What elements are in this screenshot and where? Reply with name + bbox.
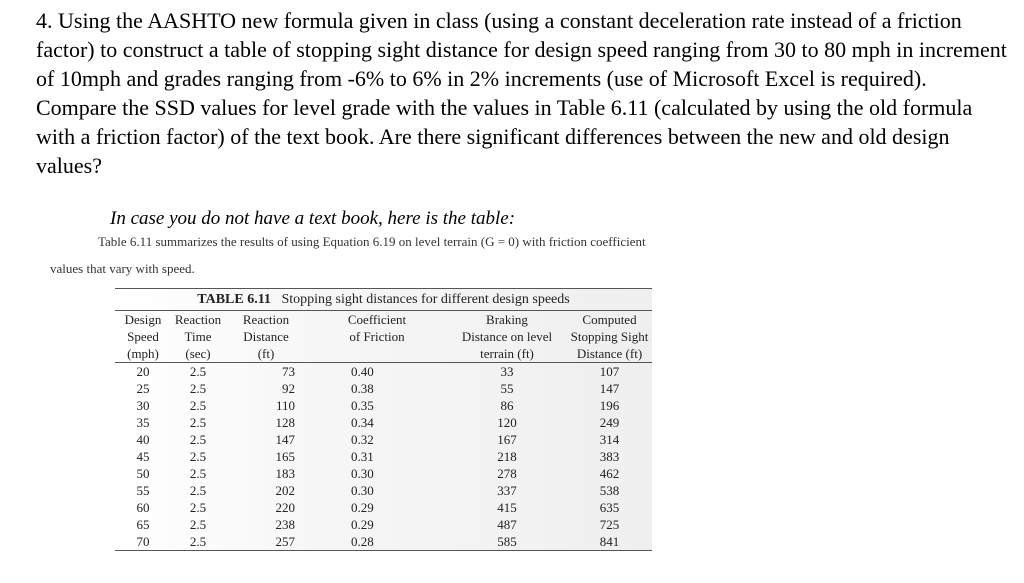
cell-design-speed: 50 xyxy=(136,466,150,481)
cell-friction-coefficient: 0.30 xyxy=(351,483,374,498)
cell-braking-distance: 487 xyxy=(497,517,517,532)
cell-friction-coefficient: 0.30 xyxy=(351,466,374,481)
header-line: Reaction xyxy=(174,312,222,327)
cell-stopping-sight-distance: 147 xyxy=(599,381,620,396)
cell-stopping-sight-distance: 841 xyxy=(567,533,652,551)
cell-stopping-sight-distance: 635 xyxy=(599,500,620,515)
header-line: Distance on level xyxy=(461,329,553,344)
header-line: Distance xyxy=(243,329,289,344)
ssd-table-figure xyxy=(115,288,652,551)
cell-friction-coefficient: 0.31 xyxy=(351,449,374,464)
table-row xyxy=(115,533,652,551)
cell-design-speed: 60 xyxy=(136,500,150,515)
cell-braking-distance: 167 xyxy=(497,432,517,447)
cell-stopping-sight-distance: 107 xyxy=(599,364,620,379)
header-line: Speed xyxy=(127,329,159,344)
header-design-speed xyxy=(115,311,171,363)
table-row xyxy=(115,465,652,482)
header-line: Stopping Sight xyxy=(570,329,649,344)
cell-braking-distance: 218 xyxy=(497,449,517,464)
intro-text: In case you do not have a text book, here is the table: xyxy=(110,208,516,229)
table-row xyxy=(115,431,652,448)
header-line: (ft) xyxy=(257,346,275,361)
cell-stopping-sight-distance: 538 xyxy=(599,483,620,498)
cell-design-speed: 35 xyxy=(136,415,150,430)
cell-stopping-sight-distance: 314 xyxy=(599,432,620,447)
cell-design-speed: 45 xyxy=(136,449,150,464)
table-row xyxy=(115,516,652,533)
header-line: Distance (ft) xyxy=(576,346,643,361)
cell-reaction-time: 2.5 xyxy=(189,381,207,396)
cell-reaction-time: 2.5 xyxy=(189,517,207,532)
ssd-table xyxy=(115,311,652,551)
cell-design-speed: 40 xyxy=(136,432,150,447)
cell-reaction-distance: 165 xyxy=(275,449,295,464)
cell-design-speed: 20 xyxy=(136,364,150,379)
cell-stopping-sight-distance: 196 xyxy=(599,398,620,413)
cell-reaction-distance: 202 xyxy=(275,483,295,498)
cell-friction-coefficient: 0.40 xyxy=(351,364,374,379)
cell-braking-distance: 120 xyxy=(497,415,517,430)
cell-friction-coefficient: 0.35 xyxy=(351,398,374,413)
table-row xyxy=(115,414,652,431)
cell-braking-distance: 337 xyxy=(497,483,517,498)
cell-friction-coefficient: 0.28 xyxy=(307,533,447,551)
table-body xyxy=(115,363,652,551)
header-line: terrain (ft) xyxy=(480,346,534,361)
table-row xyxy=(115,397,652,414)
cell-braking-distance: 278 xyxy=(497,466,517,481)
header-line: Computed xyxy=(582,312,637,327)
cell-reaction-time: 2.5 xyxy=(189,398,207,413)
table-caption xyxy=(115,289,652,308)
table-summary-line-2: values that vary with speed. xyxy=(50,261,195,276)
cell-reaction-time: 2.5 xyxy=(189,432,207,447)
cell-friction-coefficient: 0.38 xyxy=(351,381,374,396)
cell-reaction-time: 2.5 xyxy=(189,449,207,464)
question-text: 4. Using the AASHTO new formula given in class (using a constant deceleration rate instead of a friction factor) to construct a table of stopping sight distance for design speed ranging from 30 to 80 mph in increment of 10mph and grades ranging from -6% to 6% in 2% increments (use of Microsoft Excel is required). Compare the SSD values for level grade with the values in Table 6.11 (calculated by using the old formula with a friction factor) of the text book. Are there significant differences between the new and old design values? xyxy=(36,8,1007,178)
table-row xyxy=(115,499,652,516)
table-row xyxy=(115,482,652,499)
header-braking-distance xyxy=(447,311,567,363)
cell-reaction-distance: 92 xyxy=(282,381,295,396)
table-header-row xyxy=(115,311,652,363)
header-stopping-sight-distance xyxy=(567,311,652,363)
cell-design-speed: 65 xyxy=(136,517,150,532)
header-line: Coefficient xyxy=(347,312,407,327)
cell-reaction-time: 2.5 xyxy=(189,483,207,498)
header-line: of Friction xyxy=(349,329,405,344)
cell-reaction-time: 2.5 xyxy=(171,533,225,551)
cell-friction-coefficient: 0.34 xyxy=(351,415,374,430)
cell-design-speed: 30 xyxy=(136,398,150,413)
cell-braking-distance: 415 xyxy=(497,500,517,515)
header-line xyxy=(307,345,447,362)
table-row xyxy=(115,448,652,465)
header-line: (mph) xyxy=(127,346,159,361)
cell-reaction-distance: 238 xyxy=(275,517,295,532)
cell-friction-coefficient: 0.32 xyxy=(351,432,374,447)
cell-braking-distance: 55 xyxy=(500,381,514,396)
table-summary-line-1: Table 6.11 summarizes the results of using Equation 6.19 on level terrain (G = 0) with friction coefficient xyxy=(98,234,646,249)
cell-design-speed: 55 xyxy=(136,483,150,498)
cell-reaction-distance: 183 xyxy=(275,466,295,481)
header-line: Braking xyxy=(486,312,528,327)
header-line: Reaction xyxy=(242,312,290,327)
cell-stopping-sight-distance: 383 xyxy=(599,449,620,464)
cell-friction-coefficient: 0.29 xyxy=(351,517,374,532)
cell-stopping-sight-distance: 462 xyxy=(599,466,620,481)
table-row xyxy=(115,363,652,381)
cell-reaction-distance: 128 xyxy=(275,415,295,430)
cell-design-speed: 25 xyxy=(136,381,150,396)
table-row xyxy=(115,380,652,397)
header-line: Design xyxy=(124,312,162,327)
cell-reaction-distance: 73 xyxy=(282,364,295,379)
cell-reaction-distance: 257 xyxy=(225,533,307,551)
cell-reaction-time: 2.5 xyxy=(189,364,207,379)
cell-braking-distance: 86 xyxy=(500,398,514,413)
header-line: (sec) xyxy=(185,346,211,361)
header-reaction-distance xyxy=(225,311,307,363)
header-friction-coefficient xyxy=(307,311,447,363)
cell-stopping-sight-distance: 249 xyxy=(599,415,620,430)
cell-reaction-time: 2.5 xyxy=(189,466,207,481)
table-number: TABLE 6.11 xyxy=(197,292,271,307)
cell-braking-distance: 585 xyxy=(447,533,567,551)
header-line: Time xyxy=(184,329,212,344)
cell-reaction-time: 2.5 xyxy=(189,500,207,515)
cell-reaction-distance: 147 xyxy=(275,432,295,447)
cell-design-speed: 70 xyxy=(115,533,171,551)
cell-stopping-sight-distance: 725 xyxy=(599,517,620,532)
header-reaction-time xyxy=(171,311,225,363)
cell-reaction-distance: 220 xyxy=(275,500,295,515)
cell-friction-coefficient: 0.29 xyxy=(351,500,374,515)
cell-braking-distance: 33 xyxy=(500,364,514,379)
table-title: Stopping sight distances for different design speeds xyxy=(281,292,570,307)
cell-reaction-distance: 110 xyxy=(275,398,295,413)
cell-reaction-time: 2.5 xyxy=(189,415,207,430)
